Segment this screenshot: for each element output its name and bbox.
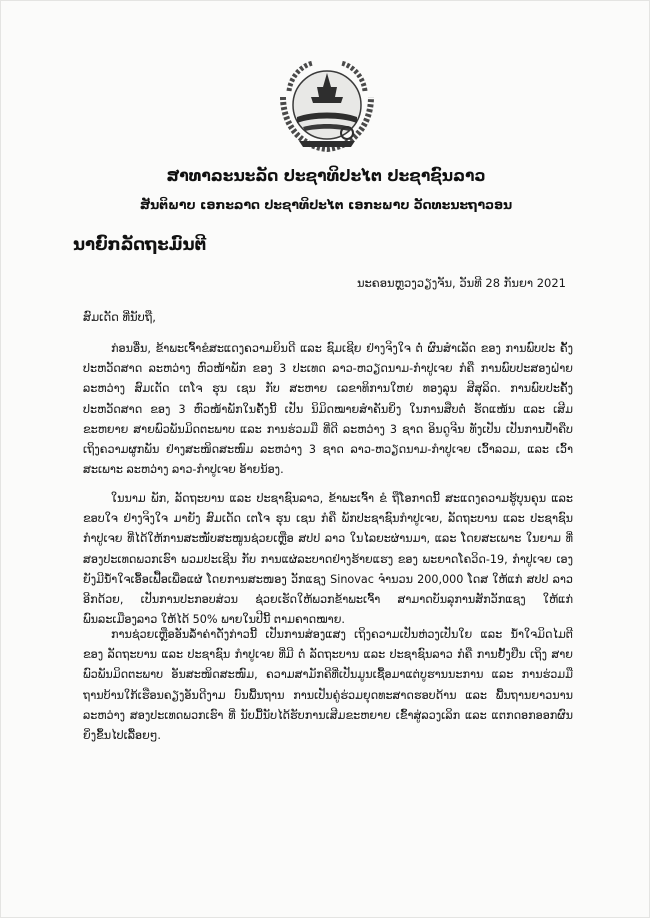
place-and-date: ນະຄອນຫຼວງວຽງຈັນ, ວັນທີ 28 ກັນຍາ 2021	[356, 276, 566, 290]
body-paragraph-2: ໃນນາມ ພັກ, ລັດຖະບານ ແລະ ປະຊາຊົນລາວ, ຂ້າພະເຈົ້າ ຂໍ ຖືໂອກາດນີ້ ສະແດງຄວາມຮູ້ບຸນຄຸນ ແລະ ຂອບໃຈ ຢ່າງຈິງໃຈ ມາຍັງ ສົມເດັດ ເຕໂຈ ຮຸນ ເຊນ ກໍຄື ພັກປະຊາຊົນກຳປູເຈຍ, ລັດຖະບານ ແລະ ປະຊາຊົນ ກຳປູເຈຍ ທີ່ໄດ້ໃຫ້ການສະໜັບສະໜູນຊ່ວຍເຫຼືອ ສປປ ລາວ ໃນໄລຍະຜ່ານມາ, ແລະ ໂດຍສະເພາະ ໃນຍາມ ທີ່ ສອງປະເທດພວກເຮົາ ພວມປະເຊີນ ກັບ ການແຜ່ລະບາດຢ່າງຮ້າຍແຮງ ຂອງ ພະຍາດໂຄວິດ-19, ກຳປູເຈຍ ເອງ ຍັງມີນໍ້າໃຈເອື້ອເຟື້ອເພື່ອແຜ່ ໂດຍການສະໜອງ ວັກແຊງ Sinovac ຈຳນວນ 200,000 ໂດສ ໃຫ້ແກ່ ສປປ ລາວ ອີກດ້ວຍ, ເປັນການປະກອບສ່ວນ ຊ່ວຍເຮັດໃຫ້ພວກຂ້າພະເຈົ້າ ສາມາດບັນລຸການສັກວັກແຊງ ໃຫ້ແກ່ ພົນລະເມືອງລາວ ໃຫ້ໄດ້ 50% ພາຍໃນປີນີ້ ຕາມຄາດໝາຍ.	[83, 492, 573, 627]
national-motto: ສັນຕິພາບ ເອກະລາດ ປະຊາທິປະໄຕ ເອກະພາບ ວັດທະນະຖາວອນ	[139, 197, 513, 212]
body-paragraph-3: ການຊ່ວຍເຫຼືອອັນລໍ້າຄ່າດັ່ງກ່າວນີ້ ເປັນການສ່ອງແສງ ເຖິງຄວາມເປັນຫ່ວງເປັນໃຍ ແລະ ນໍ້າໃຈມິດໄມຕີ ຂອງ ລັດຖະບານ ແລະ ປະຊາຊົນ ກຳປູເຈຍ ທີ່ມີ ຕໍ່ ລັດຖະບານ ແລະ ປະຊາຊົນລາວ ກໍຄື ການຢັ້ງຢືນ ເຖິງ ສາຍພົວພັນມິດຕະພາບ ອັນສະໜິດສະໜົມ, ຄວາມສາມັກຄີທີ່ເປັນມູນເຊື້ອມາແຕ່ບູຮານນະການ ແລະ ການຮ່ວມມືຖານບ້ານໃກ້ເຮືອນຄຽງອັນດີງາມ ບົນພື້ນຖານ ການເປັນຄູ່ຮ່ວມຍຸດທະສາດຮອບດ້ານ ແລະ ພື້ນຖານຍາວນານ ລະຫວ່າງ ສອງປະເທດພວກເຮົາ ທີ່ ນັບມື້ນັບໄດ້ຮັບການເສີມຂະຫຍາຍ ເຂົ້າສູ່ລວງເລິກ ແລະ ແຕກດອກອອກຜົນຍິ່ງຂຶ້ນໄປເລື້ອຍໆ.	[83, 628, 573, 743]
country-name-heading: ສາທາລະນະລັດ ປະຊາທິປະໄຕ ປະຊາຊົນລາວ	[166, 167, 486, 185]
salutation: ສົມເດັດ ທີ່ນັບຖື,	[83, 310, 156, 324]
body-paragraph-1: ກ່ອນອື່ນ, ຂ້າພະເຈົ້າຂໍສະແດງຄວາມຍິນດີ ແລະ ຊົມເຊີຍ ຢ່າງຈິງໃຈ ຕໍ່ ຜົນສຳເລັດ ຂອງ ການພົບປະ ຄັ້ງປະຫວັດສາດ ລະຫວ່າງ ຫົວໜ້າພັກ ຂອງ 3 ປະເທດ ລາວ-ຫວຽດນາມ-ກຳປູເຈຍ ກໍຄື ການພົບປະສອງຝ່າຍ ລະຫວ່າງ ສົມເດັດ ເຕໂຈ ຮຸນ ເຊນ ກັບ ສະຫາຍ ເລຂາທິການໃຫຍ່ ທອງລຸນ ສີສຸລິດ. ການພົບປະຄັ້ງ ປະຫວັດສາດ ຂອງ 3 ຫົວໜ້າພັກໃນຄັ້ງນີ້ ເປັນ ນິມິດໝາຍສຳຄັນຍິ່ງ ໃນການສືບຕໍ່ ຮັດແໜ້ນ ແລະ ເສີມຂະຫຍາຍ ສາຍພົວພັນມິດຕະພາບ ແລະ ການຮ່ວມມື ທີ່ດີ ລະຫວ່າງ 3 ຊາດ ອິນດູຈີນ ທັງເປັນ ເປັນການປໍ້າຄືບ ເຖິງຄວາມຜູກພັນ ຢ່າງສະໜິດສະໜົມ ລະຫວ່າງ 3 ຊາດ ລາວ-ຫວຽດນາມ-ກຳປູເຈຍ ເວົ້າລວມ, ແລະ ເວົ້າສະເພາະ ລະຫວ່າງ ລາວ-ກຳປູເຈຍ ອ້າຍນ້ອງ.	[83, 342, 573, 477]
office-title: ນາຍົກລັດຖະມົນຕີ	[73, 235, 207, 254]
lao-national-emblem	[273, 57, 381, 153]
